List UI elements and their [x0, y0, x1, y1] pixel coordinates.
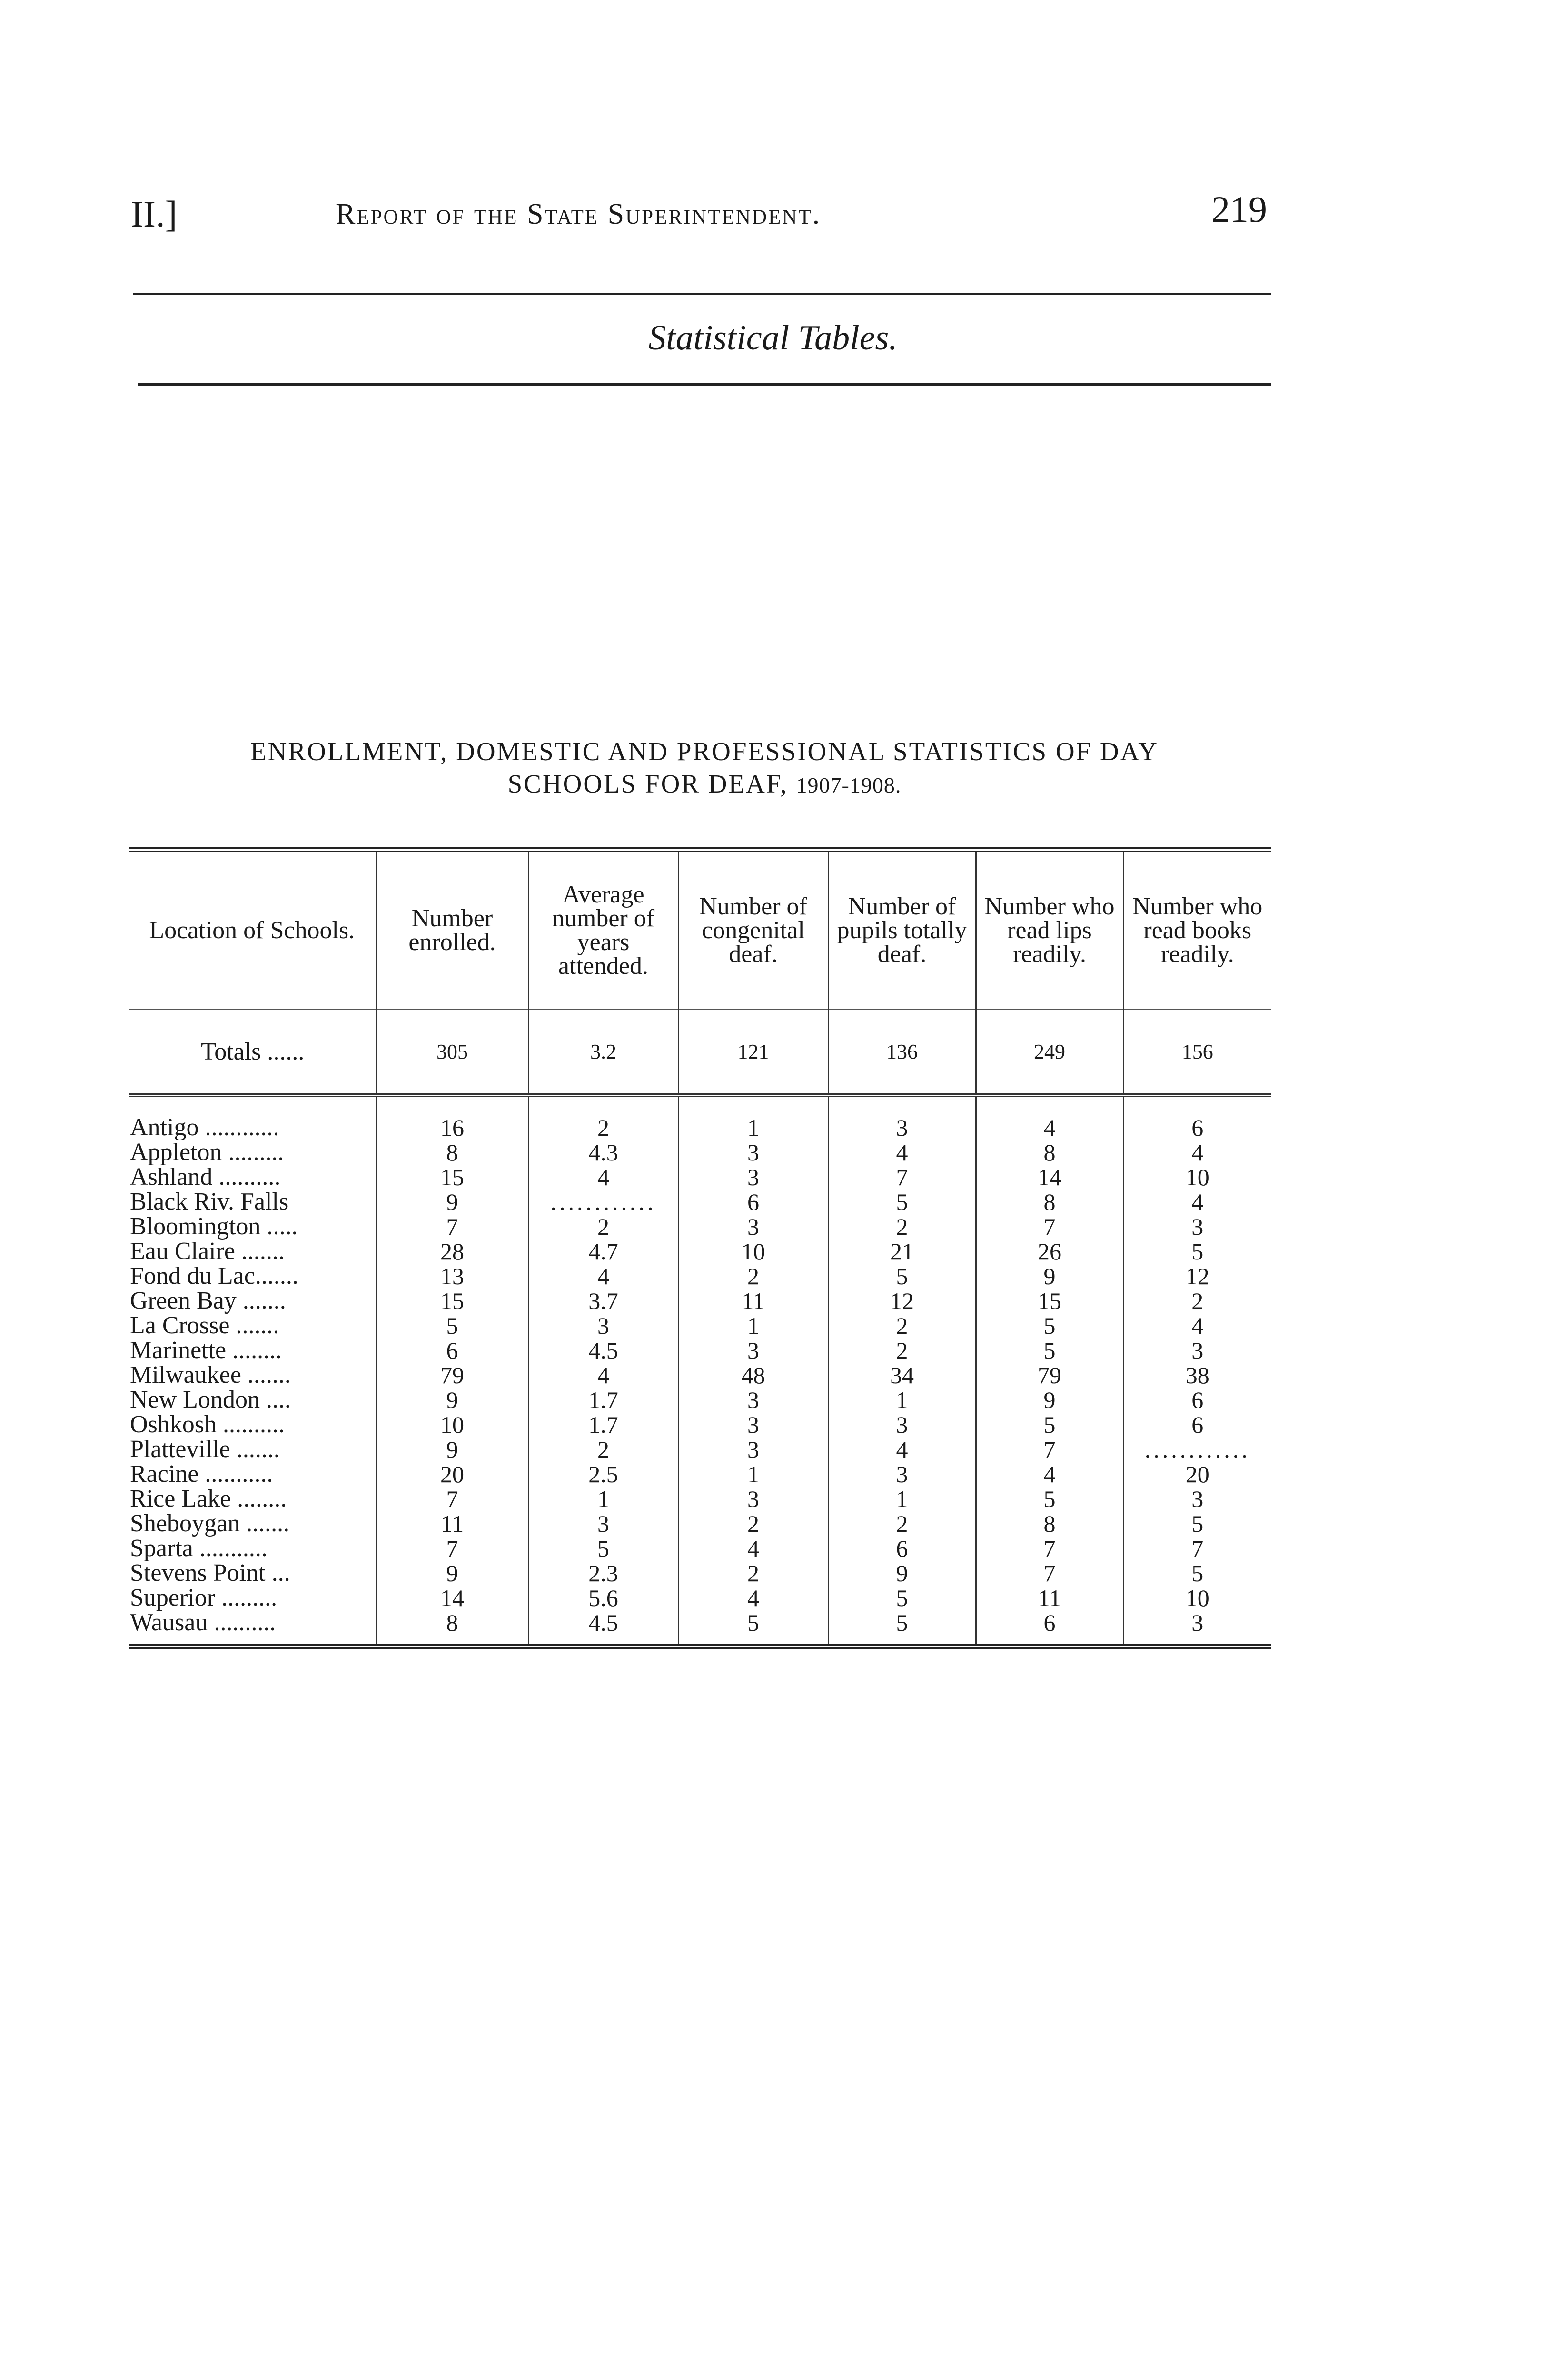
table-cell: 3 — [828, 1115, 976, 1140]
column-header: Location of Schools. — [129, 850, 376, 1010]
table-cell: 8 — [376, 1140, 528, 1165]
location-cell: Wausau .......... — [129, 1610, 376, 1646]
table-cell: 6 — [976, 1610, 1123, 1646]
table-cell: 5 — [528, 1536, 678, 1561]
table-cell: 5 — [376, 1313, 528, 1338]
statistics-table — [129, 847, 1271, 1649]
table-cell: 2 — [528, 1214, 678, 1239]
table-cell: 9 — [376, 1388, 528, 1412]
table-cell: 11 — [678, 1289, 828, 1313]
table-cell: 2 — [828, 1313, 976, 1338]
table-cell: 79 — [376, 1363, 528, 1388]
table-cell: ............ — [528, 1190, 678, 1214]
table-cell: 2 — [528, 1115, 678, 1140]
table-row — [129, 1610, 1271, 1646]
table-row — [129, 1462, 1271, 1487]
location-cell: Fond du Lac....... — [130, 1262, 298, 1289]
table-cell — [376, 1095, 528, 1115]
table-cell: 20 — [1123, 1462, 1271, 1487]
table-cell: 20 — [376, 1462, 528, 1487]
table-row — [129, 1536, 1271, 1561]
table-cell: 2 — [1123, 1289, 1271, 1313]
running-title: Report of the State Superintendent. — [336, 198, 822, 230]
table-row — [129, 1511, 1271, 1536]
table-cell: 1 — [678, 1115, 828, 1140]
table-cell: 7 — [376, 1214, 528, 1239]
column-header: Average number of years attended. — [528, 850, 678, 1010]
table-cell: 5 — [828, 1190, 976, 1214]
caption-years: 1907-1908. — [796, 773, 902, 797]
table-cell: 9 — [376, 1190, 528, 1214]
table-cell: 7 — [976, 1536, 1123, 1561]
table-cell: 13 — [376, 1264, 528, 1289]
table-row — [129, 1586, 1271, 1610]
location-cell: Black Riv. Falls — [130, 1188, 289, 1215]
table-cell: 15 — [376, 1289, 528, 1313]
table-cell: 2 — [678, 1511, 828, 1536]
location-cell: Sheboygan ....... — [130, 1510, 290, 1537]
table-cell: 5 — [828, 1586, 976, 1610]
table-cell: 10 — [678, 1239, 828, 1264]
table-caption — [138, 735, 1271, 802]
table-cell: 249 — [976, 1010, 1123, 1095]
table-cell: 7 — [976, 1214, 1123, 1239]
table-cell — [678, 1095, 828, 1115]
location-cell: Antigo ............ — [130, 1114, 279, 1141]
table-cell: ............ — [1123, 1437, 1271, 1462]
table-cell — [528, 1095, 678, 1115]
location-cell: Superior ......... — [130, 1584, 277, 1611]
table-cell: 14 — [976, 1165, 1123, 1190]
table-cell: 4 — [678, 1536, 828, 1561]
table-cell: 1 — [828, 1388, 976, 1412]
table-cell: 2 — [828, 1214, 976, 1239]
table-row — [129, 1165, 1271, 1190]
table-cell: 3 — [1123, 1487, 1271, 1511]
table-cell: 5 — [976, 1313, 1123, 1338]
table-cell: 4 — [1123, 1140, 1271, 1165]
table-row — [129, 1412, 1271, 1437]
table-cell: 7 — [376, 1536, 528, 1561]
table-cell: 3 — [678, 1487, 828, 1511]
column-header: Number who read books readily. — [1123, 850, 1271, 1010]
table-cell: 1.7 — [528, 1412, 678, 1437]
location-cell: Rice Lake ........ — [130, 1485, 287, 1512]
table-row — [129, 1561, 1271, 1586]
table-cell: 38 — [1123, 1363, 1271, 1388]
table-cell: 28 — [376, 1239, 528, 1264]
table-cell: 156 — [1123, 1010, 1271, 1095]
table-cell: 5 — [1123, 1239, 1271, 1264]
location-cell: Sparta ........... — [130, 1535, 268, 1562]
table-cell: 5 — [678, 1610, 828, 1646]
table-cell: 2.5 — [528, 1462, 678, 1487]
table-cell: 3 — [1123, 1338, 1271, 1363]
table-cell: 7 — [976, 1437, 1123, 1462]
table-cell: 3 — [678, 1165, 828, 1190]
table-cell: 1 — [828, 1487, 976, 1511]
table-cell: 3 — [678, 1140, 828, 1165]
table-cell: 4 — [528, 1363, 678, 1388]
table-row — [129, 1363, 1271, 1388]
page-number: 219 — [1211, 188, 1267, 230]
table-cell: 9 — [976, 1264, 1123, 1289]
table-cell: 4.5 — [528, 1338, 678, 1363]
table-cell: 8 — [976, 1511, 1123, 1536]
table-cell: 7 — [976, 1561, 1123, 1586]
location-cell: Marinette ........ — [130, 1337, 282, 1364]
table-row — [129, 1289, 1271, 1313]
table-cell: 26 — [976, 1239, 1123, 1264]
table-cell: 9 — [376, 1561, 528, 1586]
table-cell: 5 — [976, 1338, 1123, 1363]
table-cell: 2 — [828, 1338, 976, 1363]
table-header-row — [129, 850, 1271, 1010]
table-cell: 4 — [528, 1264, 678, 1289]
table-cell: 121 — [678, 1010, 828, 1095]
table-cell: 9 — [828, 1561, 976, 1586]
table-cell: 9 — [976, 1388, 1123, 1412]
location-cell: New London .... — [130, 1386, 291, 1413]
table-cell: 15 — [376, 1165, 528, 1190]
table-cell — [1123, 1095, 1271, 1115]
table-row — [129, 1437, 1271, 1462]
table-cell: 21 — [828, 1239, 976, 1264]
table-row — [129, 1487, 1271, 1511]
table-cell: 1 — [678, 1462, 828, 1487]
table-cell: 4 — [976, 1462, 1123, 1487]
table-cell: 1.7 — [528, 1388, 678, 1412]
location-cell: Eau Claire ....... — [130, 1238, 285, 1265]
table-cell: 3.2 — [528, 1010, 678, 1095]
section-subtitle: Statistical Tables. — [648, 318, 898, 357]
location-cell: Bloomington ..... — [130, 1213, 298, 1240]
table-cell: 4 — [828, 1140, 976, 1165]
table-cell: 8 — [976, 1140, 1123, 1165]
table-cell: 14 — [376, 1586, 528, 1610]
table-cell: 3 — [528, 1313, 678, 1338]
location-cell: Appleton ......... — [130, 1139, 284, 1166]
table-cell: 3 — [678, 1412, 828, 1437]
location-cell: Ashland .......... — [130, 1163, 281, 1190]
table-row — [129, 1239, 1271, 1264]
table-cell: 2 — [528, 1437, 678, 1462]
table-cell: 305 — [376, 1010, 528, 1095]
table-cell: 1 — [678, 1313, 828, 1338]
table-cell: 2 — [828, 1511, 976, 1536]
table-cell: 5.6 — [528, 1586, 678, 1610]
column-header: Number enrolled. — [376, 850, 528, 1010]
table-row — [129, 1388, 1271, 1412]
table-cell: 15 — [976, 1289, 1123, 1313]
table-cell: 3 — [678, 1338, 828, 1363]
table-cell: 4 — [528, 1165, 678, 1190]
caption-line-1: ENROLLMENT, DOMESTIC AND PROFESSIONAL STATISTICS OF DAY — [250, 737, 1159, 766]
table-row — [129, 1140, 1271, 1165]
header-rule — [133, 293, 1271, 295]
table-cell: 6 — [1123, 1412, 1271, 1437]
table-cell: 4.3 — [528, 1140, 678, 1165]
table-cell: 7 — [1123, 1536, 1271, 1561]
table-cell: 1 — [528, 1487, 678, 1511]
table-cell: 11 — [976, 1586, 1123, 1610]
table-cell: 3 — [1123, 1610, 1271, 1646]
table-cell: 48 — [678, 1363, 828, 1388]
table-row — [129, 1338, 1271, 1363]
table-cell: 4 — [828, 1437, 976, 1462]
totals-row — [129, 1010, 1271, 1095]
table-cell: 3 — [678, 1214, 828, 1239]
table-cell: 5 — [976, 1487, 1123, 1511]
table-cell: 8 — [376, 1610, 528, 1646]
table-row — [129, 1214, 1271, 1239]
table-cell: 2 — [678, 1264, 828, 1289]
table-cell: 136 — [828, 1010, 976, 1095]
table-cell: 3 — [528, 1511, 678, 1536]
column-header: Number who read lips readily. — [976, 850, 1123, 1010]
table-cell: 6 — [678, 1190, 828, 1214]
table-row — [129, 1313, 1271, 1338]
table-cell: 5 — [828, 1610, 976, 1646]
table-cell: 11 — [376, 1511, 528, 1536]
location-cell: Racine ........... — [130, 1460, 273, 1488]
location-cell: Milwaukee ....... — [130, 1361, 291, 1388]
chapter-marker: II.] — [131, 193, 178, 235]
table-cell: 4 — [678, 1586, 828, 1610]
table-cell: 7 — [828, 1165, 976, 1190]
table-cell: 5 — [1123, 1561, 1271, 1586]
table-cell: 79 — [976, 1363, 1123, 1388]
table-row — [129, 1190, 1271, 1214]
table-cell: 8 — [976, 1190, 1123, 1214]
table-cell: 12 — [828, 1289, 976, 1313]
table-cell: 6 — [1123, 1115, 1271, 1140]
table-cell: 10 — [1123, 1165, 1271, 1190]
caption-line-2 — [138, 768, 1271, 802]
table-cell: 6 — [828, 1536, 976, 1561]
location-cell: La Crosse ....... — [130, 1312, 279, 1339]
table-cell — [129, 1095, 376, 1115]
spacer-row — [129, 1095, 1271, 1115]
table-cell: 3 — [678, 1388, 828, 1412]
table-cell: 4 — [1123, 1313, 1271, 1338]
table-cell: 6 — [376, 1338, 528, 1363]
table-cell: 10 — [376, 1412, 528, 1437]
table-cell: 3 — [828, 1462, 976, 1487]
table-cell: 3 — [678, 1437, 828, 1462]
table-cell: 4 — [976, 1115, 1123, 1140]
column-header: Number of pupils totally deaf. — [828, 850, 976, 1010]
location-cell: Stevens Point ... — [130, 1559, 290, 1587]
table-cell: 16 — [376, 1115, 528, 1140]
location-cell: Platteville ....... — [130, 1436, 280, 1463]
table-cell: 3 — [1123, 1214, 1271, 1239]
table-cell: 7 — [376, 1487, 528, 1511]
table-cell: 2.3 — [528, 1561, 678, 1586]
table-cell: 9 — [376, 1437, 528, 1462]
table-cell: 10 — [1123, 1586, 1271, 1610]
table-cell — [976, 1095, 1123, 1115]
table-cell: 6 — [1123, 1388, 1271, 1412]
table-cell: 3 — [828, 1412, 976, 1437]
table-cell: Totals ...... — [129, 1010, 376, 1095]
table-cell: 4 — [1123, 1190, 1271, 1214]
location-cell: Oshkosh .......... — [130, 1411, 285, 1438]
table-cell: 4.7 — [528, 1239, 678, 1264]
column-header: Number of congenital deaf. — [678, 850, 828, 1010]
caption-line-2-text: SCHOOLS FOR DEAF, — [507, 769, 788, 798]
table-cell: 5 — [1123, 1511, 1271, 1536]
table-cell: 34 — [828, 1363, 976, 1388]
table-cell: 5 — [828, 1264, 976, 1289]
table-row — [129, 1264, 1271, 1289]
table-cell: 5 — [976, 1412, 1123, 1437]
location-cell: Green Bay ....... — [130, 1287, 286, 1314]
table-cell: 2 — [678, 1561, 828, 1586]
table-cell: 3.7 — [528, 1289, 678, 1313]
table-row — [129, 1115, 1271, 1140]
table-cell: 4.5 — [528, 1610, 678, 1646]
subtitle-rule — [138, 383, 1271, 386]
table-cell — [828, 1095, 976, 1115]
table-cell: 12 — [1123, 1264, 1271, 1289]
